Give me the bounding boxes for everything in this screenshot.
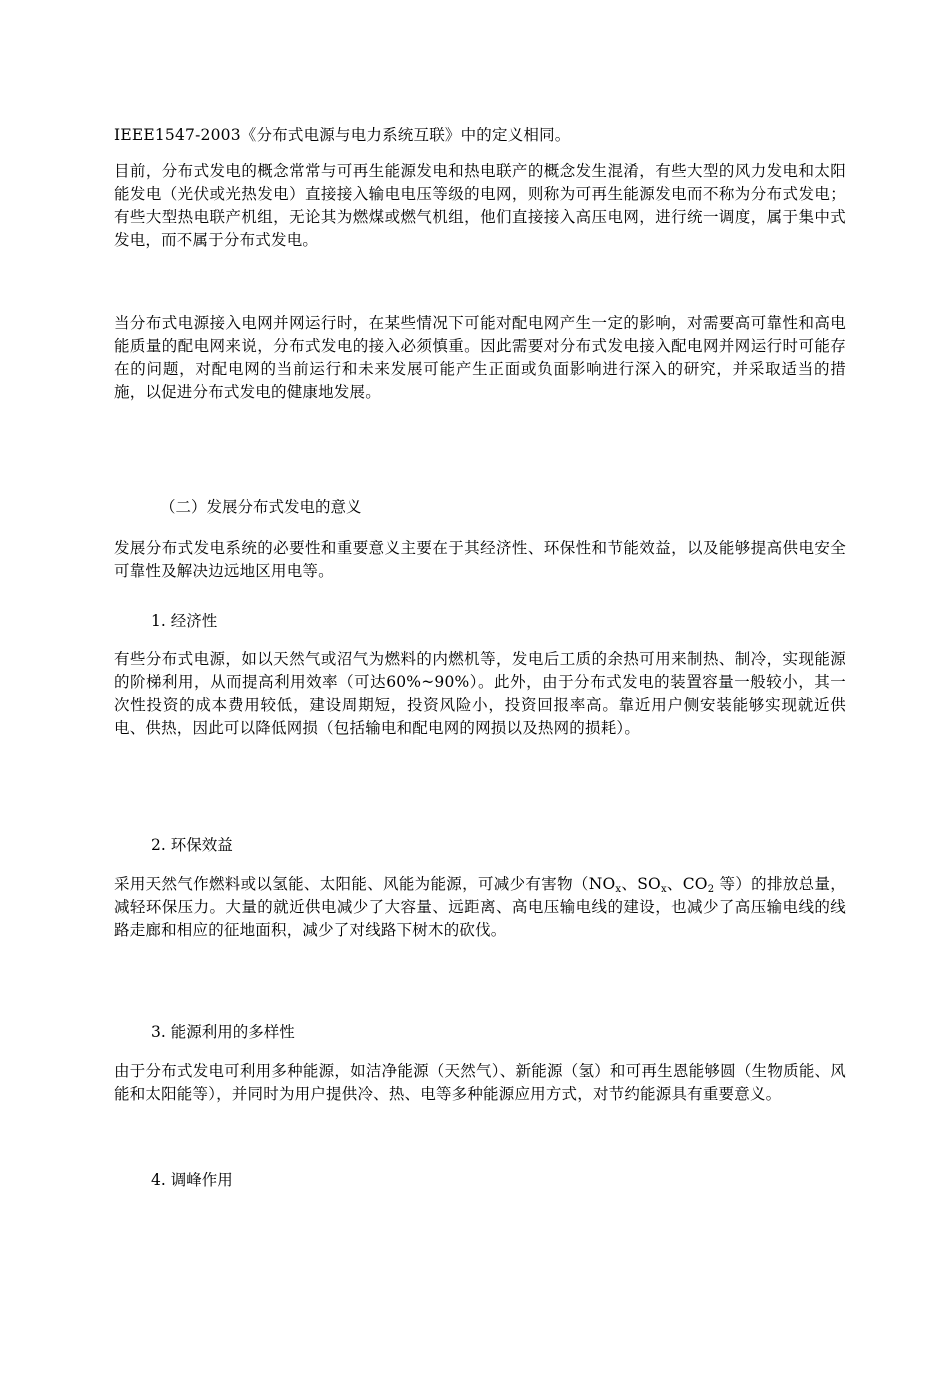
intro-paragraph: IEEE1547-2003《分布式电源与电力系统互联》中的定义相同。 (114, 126, 571, 144)
subscript-x: x (660, 884, 667, 895)
environment-text-part: 采用天然气作燃料或以氢能、太阳能、风能为能源，可减少有害物（NO (114, 875, 616, 893)
subscript-x: x (615, 884, 622, 895)
environment-paragraph (114, 873, 846, 942)
environment-text-part: 、SO (621, 875, 661, 893)
item-heading-diversity: 3. 能源利用的多样性 (151, 1023, 295, 1041)
item-heading-peak-shaving: 4. 调峰作用 (151, 1171, 233, 1189)
section-heading: （二）发展分布式发电的意义 (160, 498, 362, 516)
grid-impact-paragraph: 当分布式电源接入电网并网运行时，在某些情况下可能对配电网产生一定的影响，对需要高可靠性和高电能质量的配电网来说，分布式发电的接入必须慎重。因此需要对分布式发电接入配电网并网运行时可能存在的问题，对配电网的当前运行和未来发展可能产生正面或负面影响进行深入的研究，并采取适当的措施，以促进分布式发电的健康地发展。 (114, 314, 846, 401)
item-heading-economy: 1. 经济性 (151, 612, 218, 630)
subscript-2: 2 (707, 884, 715, 895)
significance-paragraph: 发展分布式发电系统的必要性和重要意义主要在于其经济性、环保性和节能效益，以及能够提高供电安全可靠性及解决边远地区用电等。 (114, 539, 846, 580)
diversity-paragraph: 由于分布式发电可利用多种能源，如洁净能源（天然气）、新能源（氢）和可再生恩能够圆（生物质能、风能和太阳能等），并同时为用户提供冷、热、电等多种能源应用方式，对节约能源具有重要意义。 (114, 1062, 846, 1103)
economy-paragraph: 有些分布式电源，如以天然气或沼气为燃料的内燃机等，发电后工质的余热可用来制热、制冷，实现能源的阶梯利用，从而提高利用效率（可达60%~90%）。此外，由于分布式发电的装置容量一般较小，其一次性投资的成本费用较低，建设周期短，投资风险小，投资回报率高。靠近用户侧安装能够实现就近供电、供热，因此可以降低网损（包括输电和配电网的网损以及热网的损耗）。 (114, 650, 846, 737)
environment-text-part: 等）的排放总量，减轻环保压力。大量的就近供电减少了大容量、远距离、高电压输电线的建设，也减少了高压输电线的线路走廊和相应的征地面积，减少了对线路下树木的砍伐。 (114, 875, 846, 939)
item-heading-environment: 2. 环保效益 (151, 836, 233, 854)
confusion-paragraph: 目前，分布式发电的概念常常与可再生能源发电和热电联产的概念发生混淆，有些大型的风力发电和太阳能发电（光伏或光热发电）直接接入输电电压等级的电网，则称为可再生能源发电而不称为分布式发电；有些大型热电联产机组，无论其为燃煤或燃气机组，他们直接接入高压电网，进行统一调度，属于集中式发电，而不属于分布式发电。 (114, 162, 846, 249)
environment-text-part: 、CO (666, 875, 708, 893)
